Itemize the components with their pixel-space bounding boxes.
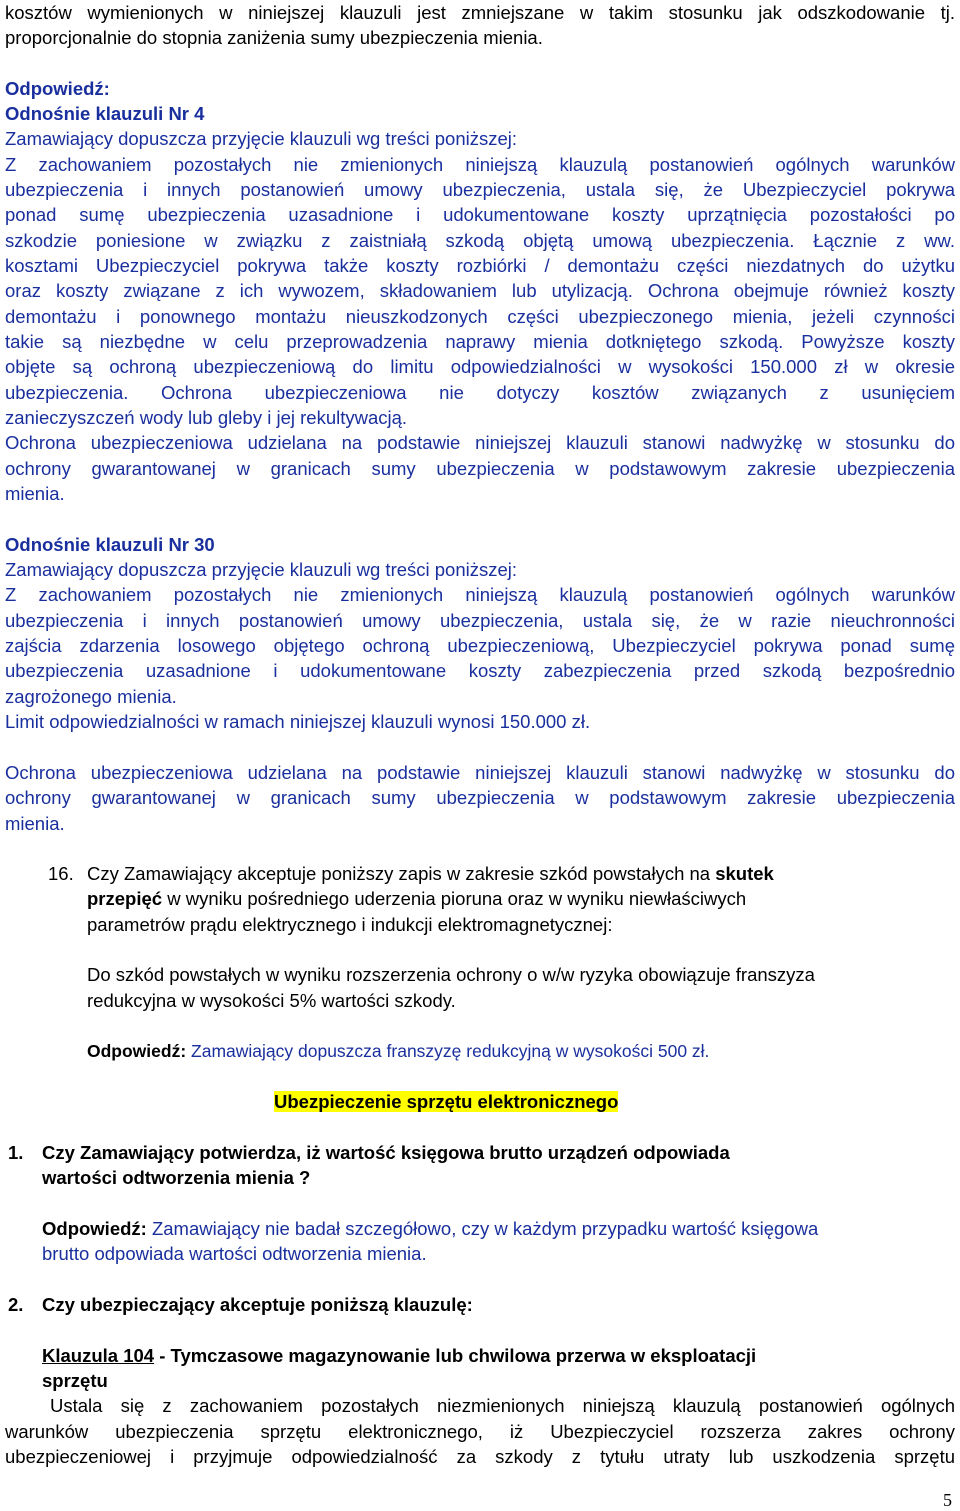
line-21: Zamawiający dopuszcza przyjęcie klauzuli wg treści poniższej: [5,559,518,580]
question-1-answer-line-1: Odpowiedź: Zamawiający nie badał szczegółowo, czy w każdym przypadku wartość księgowa [42,1218,819,1239]
line-17: Ochrona ubezpieczeniowa udzielana na podstawie niniejszej klauzuli stanowi nadwyżkę w stosunku do [5,432,955,453]
line-08: ponad sumę ubezpieczenia uzasadnione i udokumentowane koszty uprzątnięcia pozostałości po [5,204,955,225]
page-number: 5 [943,1490,952,1510]
clause-104-title-line-2: sprzętu [42,1370,108,1391]
line-23: ubezpieczenia i innych postanowień umowy ubezpieczenia, ustala się, że w razie nieuchronności [5,610,955,631]
question-16-line-5: redukcyjna w wysokości 5% wartości szkody. [87,990,456,1011]
question-16-number: 16. [48,863,74,884]
question-2-number: 2. [8,1294,24,1315]
clause-104-text-1: Ustala się z zachowaniem pozostałych niezmienionych niniejszą klauzulą postanowień ogólnych [50,1395,955,1416]
line-25: ubezpieczenia uzasadnione i udokumentowane koszty zabezpieczenia przed szkodą bezpośrednio [5,660,955,681]
clause-30-heading: Odnośnie klauzuli Nr 30 [5,534,215,555]
line-01: kosztów wymienionych w niniejszej klauzuli jest zmniejszane w takim stosunku jak odszkodowanie tj. [5,2,955,23]
line-30: mienia. [5,813,65,834]
clause-104-title: Klauzula 104 - Tymczasowe magazynowanie lub chwilowa przerwa w eksploatacji [42,1345,757,1366]
clause-104-text-2: warunków ubezpieczenia sprzętu elektronicznego, iż Ubezpieczyciel rozszerza zakres ochrony [5,1421,955,1442]
line-26: zagrożonego mienia. [5,686,177,707]
line-06: Z zachowaniem pozostałych nie zmienionych niniejszą klauzulą postanowień ogólnych warunków [5,154,955,175]
question-16-line-2: przepięć w wyniku pośredniego uderzenia pioruna oraz w wyniku niewłaściwych [87,888,747,909]
line-22: Z zachowaniem pozostałych nie zmienionych niniejszą klauzulą postanowień ogólnych warunków [5,584,955,605]
clause-104-text-3: ubezpieczeniowej i przyjmuje odpowiedzialność za szkody z tytułu utraty lub uszkodzenia sprzętu [5,1446,955,1467]
question-1-number: 1. [8,1142,24,1163]
question-16-answer: Odpowiedź: Zamawiający dopuszcza franszyzę redukcyjną w wysokości 500 zł. [87,1041,710,1061]
clause-4-heading: Odnośnie klauzuli Nr 4 [5,103,205,124]
question-1-line-1: Czy Zamawiający potwierdza, iż wartość księgowa brutto urządzeń odpowiada [42,1142,730,1163]
line-18: ochrony gwarantowanej w granicach sumy ubezpieczenia w podstawowym zakresie ubezpieczenia [5,458,955,479]
question-16-line-4: Do szkód powstałych w wyniku rozszerzenia ochrony o w/w ryzyka obowiązuje franszyza [87,964,815,985]
line-05: Zamawiający dopuszcza przyjęcie klauzuli wg treści poniższej: [5,128,518,149]
line-19: mienia. [5,483,65,504]
question-1-answer-line-2: brutto odpowiada wartości odtworzenia mienia. [42,1243,427,1264]
question-1-line-2: wartości odtworzenia mienia ? [42,1167,311,1188]
line-02: proporcjonalnie do stopnia zaniżenia sumy ubezpieczenia mienia. [5,27,543,48]
line-16: zanieczyszczeń wody lub gleby i jej rekultywacją. [5,407,408,428]
line-12: demontażu i ponownego montażu nieuszkodzonych części ubezpieczonego mienia, jeżeli czynności [5,306,955,327]
line-07: ubezpieczenia i innych postanowień umowy ubezpieczenia, ustala się, że Ubezpieczyciel pokrywa [5,179,955,200]
line-13: takie są niezbędne w celu przeprowadzenia naprawy mienia dotkniętego szkodą. Powyższe koszty [5,331,955,352]
line-10: kosztami Ubezpieczyciel pokrywa także koszty rozbiórki / demontażu części niezdatnych do użytku [5,255,955,276]
section-heading: Ubezpieczenie sprzętu elektronicznego [274,1091,619,1112]
line-14: objęte są ochroną ubezpieczeniową do limitu odpowiedzialności w wysokości 150.000 zł w okresie [5,356,955,377]
line-09: szkodzie poniesione w związku z zaistniałą szkodą objętą umową ubezpieczenia. Łącznie z ww. [5,230,955,251]
line-29: ochrony gwarantowanej w granicach sumy ubezpieczenia w podstawowym zakresie ubezpieczenia [5,787,955,808]
question-16-line-3: parametrów prądu elektrycznego i indukcji elektromagnetycznej: [87,914,613,935]
line-15: ubezpieczenia. Ochrona ubezpieczeniowa nie dotyczy kosztów związanych z usunięciem [5,382,955,403]
answer-heading: Odpowiedź: [5,78,110,99]
line-24: zajścia zdarzenia losowego objętego ochroną ubezpieczeniową, Ubezpieczyciel pokrywa ponad sumę [5,635,955,656]
question-16-line-1: Czy Zamawiający akceptuje poniższy zapis w zakresie szkód powstałych na skutek [87,863,774,884]
question-2-line-1: Czy ubezpieczający akceptuje poniższą klauzulę: [42,1294,473,1315]
line-28: Ochrona ubezpieczeniowa udzielana na podstawie niniejszej klauzuli stanowi nadwyżkę w stosunku do [5,762,955,783]
line-27: Limit odpowiedzialności w ramach niniejszej klauzuli wynosi 150.000 zł. [5,711,591,732]
line-11: oraz koszty związane z ich wywozem, składowaniem lub utylizacją. Ochrona obejmuje również koszty [5,280,955,301]
